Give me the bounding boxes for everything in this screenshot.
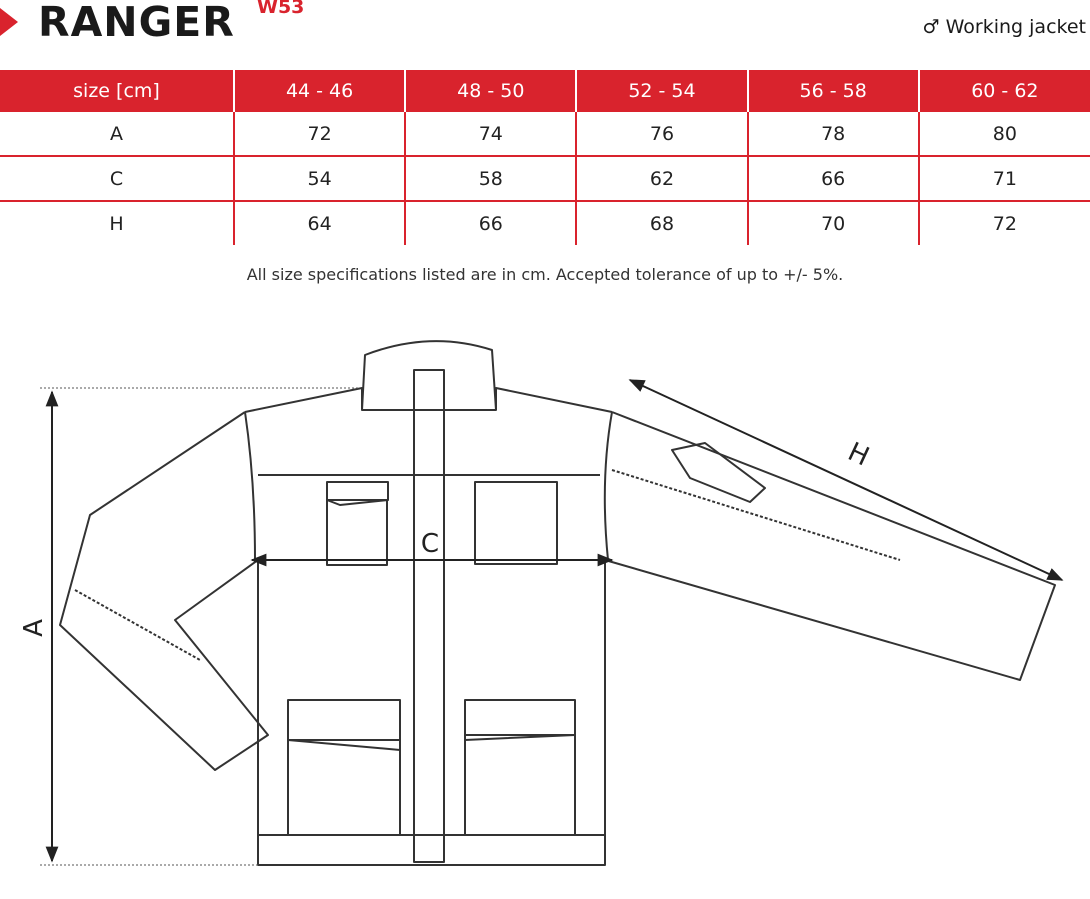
table-row — [0, 112, 1090, 156]
table-cell: A — [0, 112, 234, 156]
dimension-a-label: A — [19, 619, 49, 637]
jacket-outline — [60, 341, 1055, 865]
jacket-diagram — [0, 300, 1090, 899]
table-header-cell: 52 - 54 — [576, 70, 747, 112]
table-row — [0, 156, 1090, 201]
table-cell: 64 — [234, 201, 405, 245]
size-table — [0, 70, 1090, 245]
product-subtitle — [923, 14, 1086, 40]
dimension-h-label: H — [843, 437, 874, 473]
male-icon: ♂ — [922, 16, 940, 38]
table-header-cell: 44 - 46 — [234, 70, 405, 112]
table-cell: 70 — [748, 201, 919, 245]
table-cell: 72 — [992, 212, 1017, 235]
subtitle-text: Working jacket — [945, 16, 1086, 38]
table-cell: 76 — [576, 112, 747, 156]
header — [0, 0, 1090, 50]
product-title: RANGER — [38, 0, 235, 46]
table-cell: 78 — [748, 112, 919, 156]
table-header-cell: size [cm] — [0, 70, 234, 112]
dimension-c-label: C — [420, 529, 440, 559]
arrow-icon — [0, 8, 18, 36]
table-cell: 80 — [919, 112, 1090, 156]
table-header-row — [0, 70, 1090, 112]
table-cell: 66 — [405, 201, 576, 245]
dimension-a — [40, 388, 360, 865]
tolerance-note: All size specifications listed are in cm. Accepted tolerance of up to +/- 5%. — [246, 265, 844, 284]
table-cell: 71 — [919, 156, 1090, 201]
table-cell: 74 — [405, 112, 576, 156]
table-cell: 58 — [405, 156, 576, 201]
table-cell: 66 — [748, 156, 919, 201]
product-code: W53 — [257, 0, 305, 18]
table-cell: 62 — [576, 156, 747, 201]
table-cell: 54 — [234, 156, 405, 201]
table-header-cell: 56 - 58 — [748, 70, 919, 112]
table-cell: 72 — [234, 112, 405, 156]
table-cell: C — [0, 156, 234, 201]
table-header-cell: 48 - 50 — [405, 70, 576, 112]
table-header-cell: 60 - 62 — [919, 70, 1090, 112]
table-row — [0, 201, 1090, 245]
table-cell: 68 — [576, 201, 747, 245]
table-cell: H — [0, 201, 234, 245]
